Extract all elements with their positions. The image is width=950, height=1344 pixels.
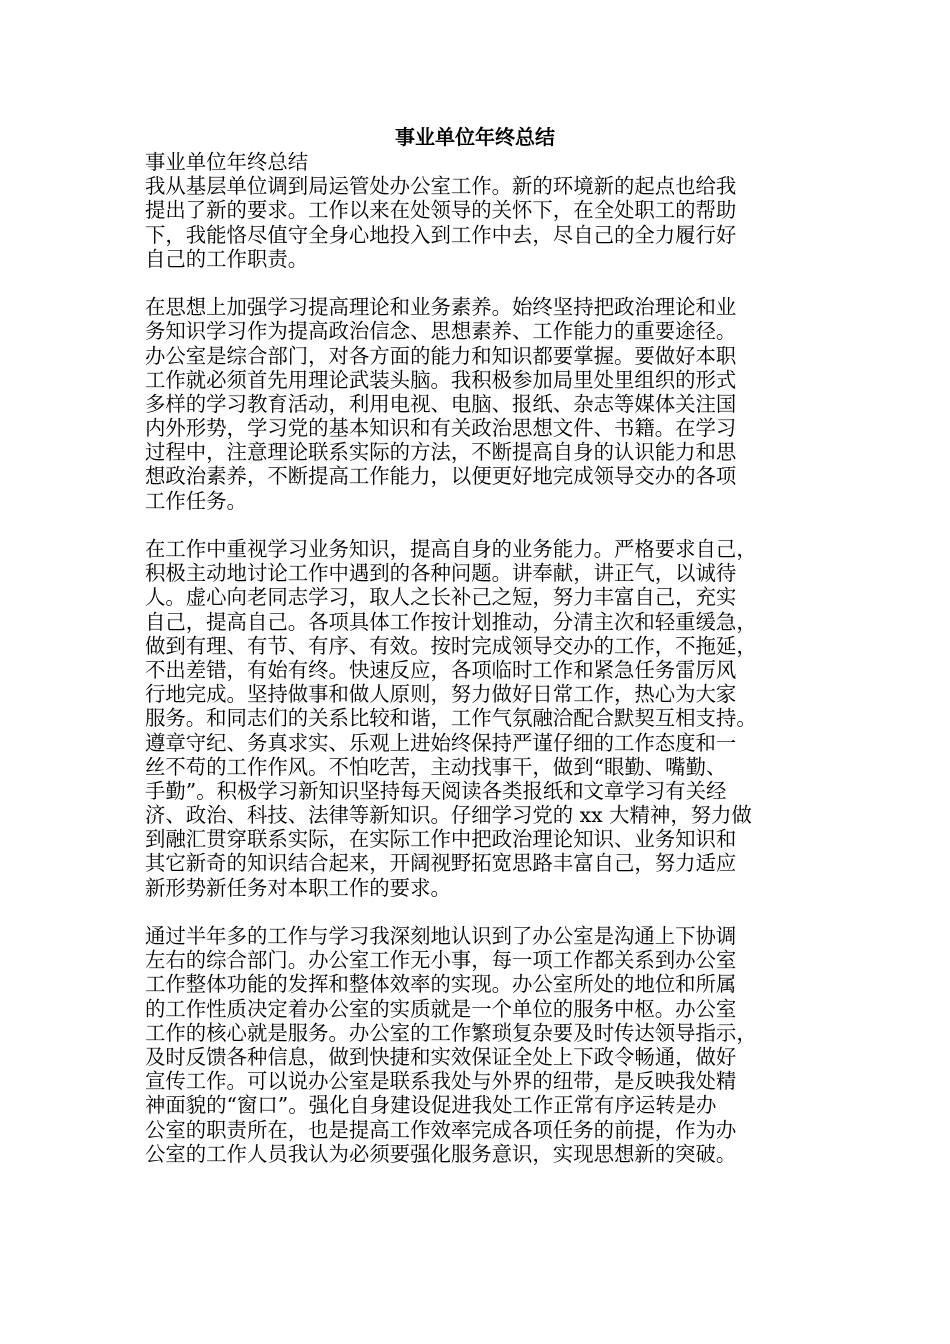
paragraph-line: 自己，提高自己。各项具体工作按计划推动，分清主次和轻重缓急，	[145, 609, 757, 634]
paragraph	[145, 174, 810, 271]
document-body	[145, 150, 810, 1166]
paragraph-line: 工作的核心就是服务。办公室的工作繁琐复杂要及时传达领导指示，	[145, 1020, 757, 1045]
paragraph-line: 宣传工作。可以说办公室是联系我处与外界的纽带，是反映我处精	[145, 1069, 737, 1094]
paragraph-line: 务知识学习作为提高政治信念、思想素养、工作能力的重要途径。	[145, 319, 737, 344]
paragraph-line: 新形势新任务对本职工作的要求。	[145, 875, 451, 900]
paragraph-line: 在思想上加强学习提高理论和业务素养。始终坚持把政治理论和业	[145, 295, 737, 320]
paragraph-line: 内外形势，学习党的基本知识和有关政治思想文件、书籍。在学习	[145, 416, 737, 441]
paragraph-line: 在工作中重视学习业务知识，提高自身的业务能力。严格要求自己，	[145, 537, 757, 561]
paragraph-line: 手勤”。积极学习新知识坚持每天阅读各类报纸和文章学习有关经	[145, 778, 727, 803]
paragraph	[145, 924, 810, 1166]
paragraph-gap	[145, 900, 810, 924]
paragraph-line: 丝不苟的工作作风。不怕吃苦，主动找事干，做到“眼勤、嘴勤、	[145, 754, 727, 779]
paragraph-line: 工作任务。	[145, 488, 247, 513]
paragraph-line: 济、政治、科技、法律等新知识。仔细学习党的 xx 大精神，努力做	[145, 803, 752, 828]
paragraph-line: 下，我能恪尽值守全身心地投入到工作中去，尽自己的全力履行好	[145, 222, 737, 247]
paragraph-line: 神面貌的“窗口”。强化自身建设促进我处工作正常有序运转是办	[145, 1093, 717, 1118]
paragraph-line: 积极主动地讨论工作中遇到的各种问题。讲奉献，讲正气，以诚待	[145, 561, 737, 586]
paragraph-line: 多样的学习教育活动，利用电视、电脑、报纸、杂志等媒体关注国	[145, 391, 737, 416]
paragraph-line: 遵章守纪、务真求实、乐观上进始终保持严谨仔细的工作态度和一	[145, 730, 737, 755]
paragraph-line: 做到有理、有节、有序、有效。按时完成领导交办的工作，不拖延，	[145, 633, 757, 658]
paragraph-line: 的工作性质决定着办公室的实质就是一个单位的服务中枢。办公室	[145, 996, 737, 1021]
paragraph-line: 公室的职责所在，也是提高工作效率完成各项任务的前提，作为办	[145, 1117, 737, 1142]
paragraph-gap	[145, 271, 810, 295]
document-title: 事业单位年终总结	[395, 125, 555, 149]
paragraph-line: 工作整体功能的发挥和整体效率的实现。办公室所处的地位和所属	[145, 972, 737, 997]
paragraph-line: 左右的综合部门。办公室工作无小事，每一项工作都关系到办公室	[145, 948, 737, 973]
paragraph-line: 自己的工作职责。	[145, 246, 309, 271]
document-subtitle: 事业单位年终总结	[145, 150, 309, 174]
paragraph-line: 公室的工作人员我认为必须要强化服务意识，实现思想新的突破。	[145, 1141, 737, 1166]
paragraph-line: 及时反馈各种信息，做到快捷和实效保证全处上下政令畅通，做好	[145, 1044, 737, 1069]
paragraph	[145, 295, 810, 513]
paragraph-line: 通过半年多的工作与学习我深刻地认识到了办公室是沟通上下协调	[145, 924, 737, 948]
paragraph-line: 过程中，注意理论联系实际的方法，不断提高自身的认识能力和思	[145, 440, 737, 465]
paragraph-line: 人。虚心向老同志学习，取人之长补己之短，努力丰富自己，充实	[145, 585, 737, 610]
paragraph-gap	[145, 513, 810, 537]
paragraph-line: 我从基层单位调到局运管处办公室工作。新的环境新的起点也给我	[145, 174, 737, 199]
paragraph-line: 工作就必须首先用理论武装头脑。我积极参加局里处里组织的形式	[145, 367, 737, 392]
paragraph-line: 其它新奇的知识结合起来，开阔视野拓宽思路丰富自己，努力适应	[145, 851, 737, 876]
paragraph-line: 到融汇贯穿联系实际，在实际工作中把政治理论知识、业务知识和	[145, 827, 737, 852]
paragraph-line: 提出了新的要求。工作以来在处领导的关怀下，在全处职工的帮助	[145, 198, 737, 223]
paragraph-line: 行地完成。坚持做事和做人原则，努力做好日常工作，热心为大家	[145, 682, 737, 707]
paragraph	[145, 537, 810, 900]
paragraph-line: 想政治素养，不断提高工作能力，以便更好地完成领导交办的各项	[145, 464, 737, 489]
paragraph-line: 办公室是综合部门，对各方面的能力和知识都要掌握。要做好本职	[145, 343, 737, 368]
paragraph-line: 不出差错，有始有终。快速反应，各项临时工作和紧急任务雷厉风	[145, 657, 737, 682]
paragraph-line: 服务。和同志们的关系比较和谐，工作气氛融洽配合默契互相支持。	[145, 706, 757, 731]
